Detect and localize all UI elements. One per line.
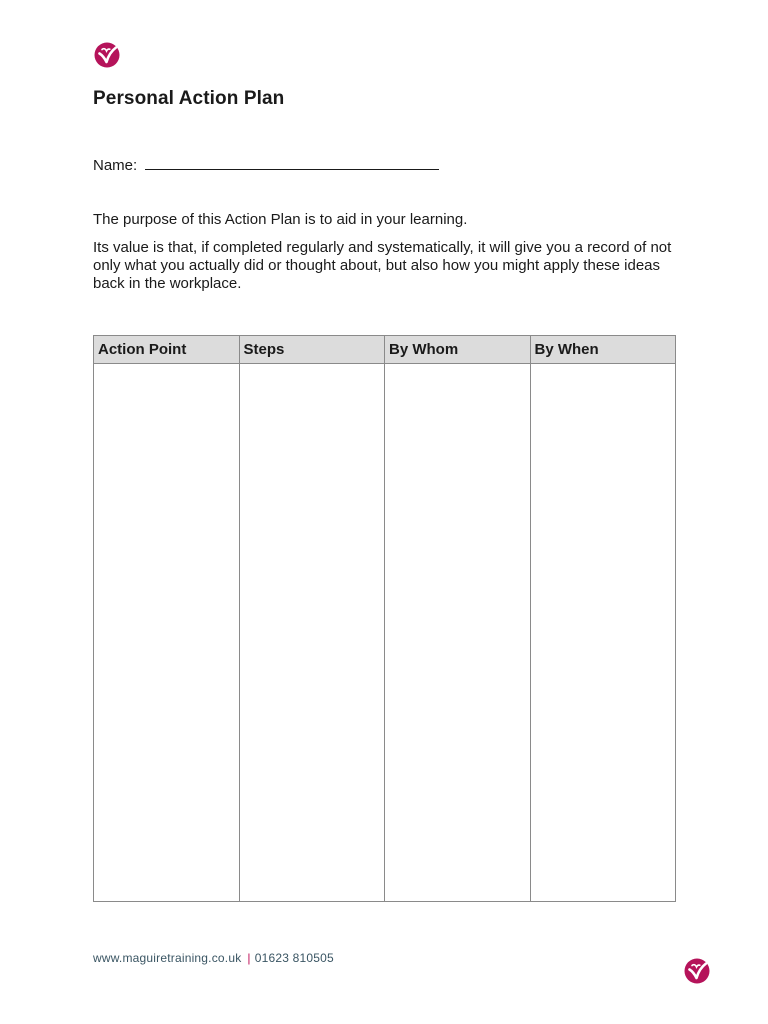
- footer-phone: 01623 810505: [254, 951, 334, 965]
- cell-action-point[interactable]: [94, 364, 240, 902]
- header-by-when: By When: [530, 336, 676, 364]
- name-blank-line[interactable]: [145, 155, 439, 170]
- cell-by-whom[interactable]: [385, 364, 531, 902]
- action-plan-table: [93, 335, 676, 902]
- footer-contact: [93, 951, 334, 965]
- intro-text: [93, 211, 683, 303]
- page-title: Personal Action Plan: [93, 88, 285, 109]
- cell-steps[interactable]: [239, 364, 385, 902]
- intro-paragraph-value: Its value is that, if completed regularly and systematically, it will give you a record of not only what you actually did or thought about, but also how you might apply these ideas back in the workplace.: [93, 239, 672, 292]
- name-label: Name:: [93, 157, 138, 174]
- cell-by-when[interactable]: [530, 364, 676, 902]
- footer-logo-icon: [684, 958, 710, 984]
- table-row: [94, 364, 676, 902]
- header-steps: Steps: [239, 336, 385, 364]
- footer-separator: |: [247, 951, 251, 965]
- header-by-whom: By Whom: [385, 336, 531, 364]
- table-header-row: [94, 336, 676, 364]
- name-field-row: [93, 155, 439, 174]
- header-action-point: Action Point: [94, 336, 240, 364]
- brand-logo-icon: [94, 42, 120, 68]
- footer-website-link[interactable]: www.maguiretraining.co.uk: [93, 951, 242, 965]
- intro-paragraph-purpose: The purpose of this Action Plan is to aid in your learning.: [93, 211, 468, 228]
